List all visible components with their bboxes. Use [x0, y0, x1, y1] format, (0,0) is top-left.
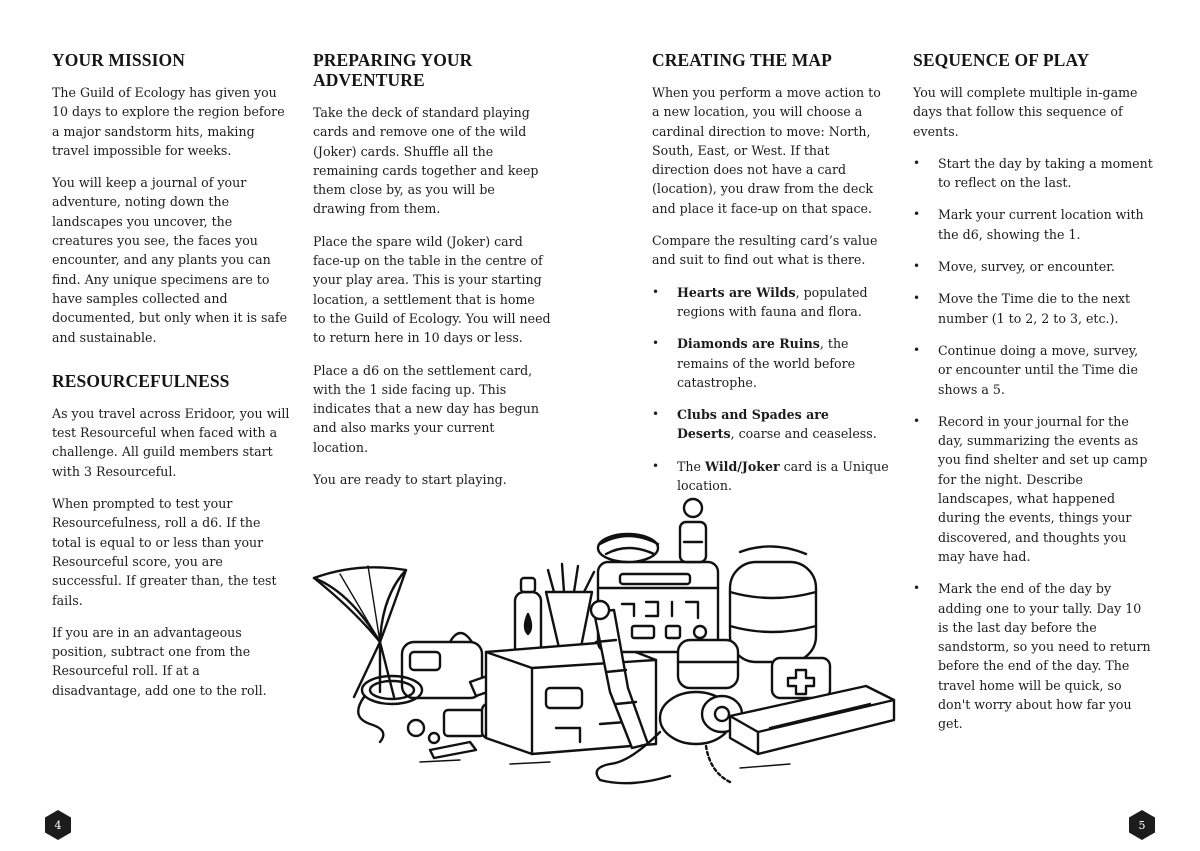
suit-list	[652, 283, 890, 496]
suit-term: Clubs and Spades are Deserts	[677, 407, 829, 442]
suit-prefix: The	[677, 458, 705, 474]
map-paragraph-1: When you perform a move action to a new location, you will choose a cardinal direction to move: North, South, East, or West. If that direction does not have a card (location), you draw from the deck and place it face-up on that space.	[652, 85, 881, 216]
suit-item-hearts	[652, 283, 890, 322]
column-map	[652, 50, 890, 508]
column-sequence	[913, 50, 1153, 747]
mission-paragraph-1: The Guild of Ecology has given you 10 days to explore the region before a major sandstorm hits, making travel impossible for weeks.	[52, 85, 285, 158]
suit-term: Hearts are Wilds	[677, 284, 796, 300]
suit-description: , populated regions with fauna and flora.	[677, 284, 868, 319]
ground-lines	[420, 760, 790, 768]
first-aid-kit	[772, 658, 830, 698]
page-number-right	[1128, 809, 1156, 841]
preparing-heading: PREPARING YOUR ADVENTURE	[313, 50, 473, 90]
map-paragraph-2: Compare the resulting card’s value and suit to find out what is there.	[652, 233, 878, 268]
suit-term: Diamonds are Ruins	[677, 336, 820, 352]
suit-term: Wild/Joker	[704, 458, 780, 474]
sequence-step: • Move, survey, or encounter.	[913, 257, 1153, 276]
mission-heading: YOUR MISSION	[52, 50, 185, 70]
sequence-list	[913, 154, 1153, 734]
lantern	[680, 499, 706, 562]
resourcefulness-paragraph-1: As you travel across Eridoor, you will test Resourceful when faced with a challenge. All guild members start with 3 Resourceful.	[52, 405, 290, 479]
preparing-paragraph-2: Place the spare wild (Joker) card face-up on the table in the centre of your play area. This is your starting location, a settlement that is home to the Guild of Ecology. You will need to return here in 10 days or less.	[313, 233, 551, 346]
resourcefulness-paragraph-3: If you are in an advantageous position, subtract one from the Resourceful roll. If at a disadvantage, add one to the roll.	[52, 624, 267, 698]
column-mission	[52, 50, 290, 713]
page-number-left	[44, 809, 72, 841]
tool-quiver	[546, 564, 594, 652]
resourcefulness-heading: RESOURCEFULNESS	[52, 370, 230, 391]
column-preparing	[313, 50, 551, 502]
supply-barrels	[678, 640, 738, 688]
resourcefulness-paragraph-2: When prompted to test your Resourcefulness, roll a d6. If the total is equal to or less than your Resourceful score, you are successful. If greater than, the test fails.	[52, 496, 277, 608]
sequence-step: • Mark the end of the day by adding one to your tally. Day 10 is the last day before the sandstorm, so you need to return before the end of the day. The travel home will be quick, so don't worry about how far you get.	[913, 579, 1153, 733]
sleeping-bag	[730, 546, 816, 662]
suit-description: card is a Unique location.	[677, 458, 889, 494]
mission-paragraph-2: You will keep a journal of your adventure, noting down the landscapes you uncover, the creatures you see, the faces you encounter, and any plants you can find. Any unique specimens are to have samples collected and documented, but only when it is safe and sustainable.	[52, 175, 288, 345]
sequence-heading: SEQUENCE OF PLAY	[913, 50, 1090, 70]
suit-item-joker	[652, 457, 890, 496]
sequence-intro: You will complete multiple in-game days that follow this sequence of events.	[913, 85, 1138, 139]
sequence-step: • Record in your journal for the day, summarizing the events as you find shelter and set up camp for the night. Describe landscapes, what happened during the events, things your discovered, and thoughts you may have had.	[913, 412, 1153, 566]
suit-description: , coarse and ceaseless.	[730, 426, 877, 442]
water-bottle	[515, 578, 541, 656]
sequence-step: • Move the Time die to the next number (1 to 2, 2 to 3, etc.).	[913, 289, 1153, 328]
expedition-gear-illustration	[310, 492, 900, 797]
suit-item-clubs-spades	[652, 405, 890, 444]
suit-description: , the remains of the world before catastrophe.	[677, 336, 856, 390]
sequence-step: • Continue doing a move, survey, or encounter until the Time die shows a 5.	[913, 341, 1153, 399]
page-number-label: 5	[1138, 818, 1146, 832]
bedroll	[598, 534, 658, 562]
canopy-stand	[314, 566, 406, 697]
preparing-paragraph-1: Take the deck of standard playing cards and remove one of the wild (Joker) cards. Shuffle all the remaining cards together and keep them close by, as you will be drawing from them.	[313, 105, 539, 217]
suit-item-diamonds	[652, 334, 890, 392]
preparing-paragraph-4: You are ready to start playing.	[313, 472, 507, 488]
sequence-step: • Mark your current location with the d6, showing the 1.	[913, 205, 1153, 244]
preparing-paragraph-3: Place a d6 on the settlement card, with the 1 side facing up. This indicates that a new day has begun and also marks your current location.	[313, 362, 539, 455]
map-heading: CREATING THE MAP	[652, 50, 832, 70]
page-number-label: 4	[54, 818, 62, 832]
sequence-step: • Start the day by taking a moment to reflect on the last.	[913, 154, 1153, 193]
